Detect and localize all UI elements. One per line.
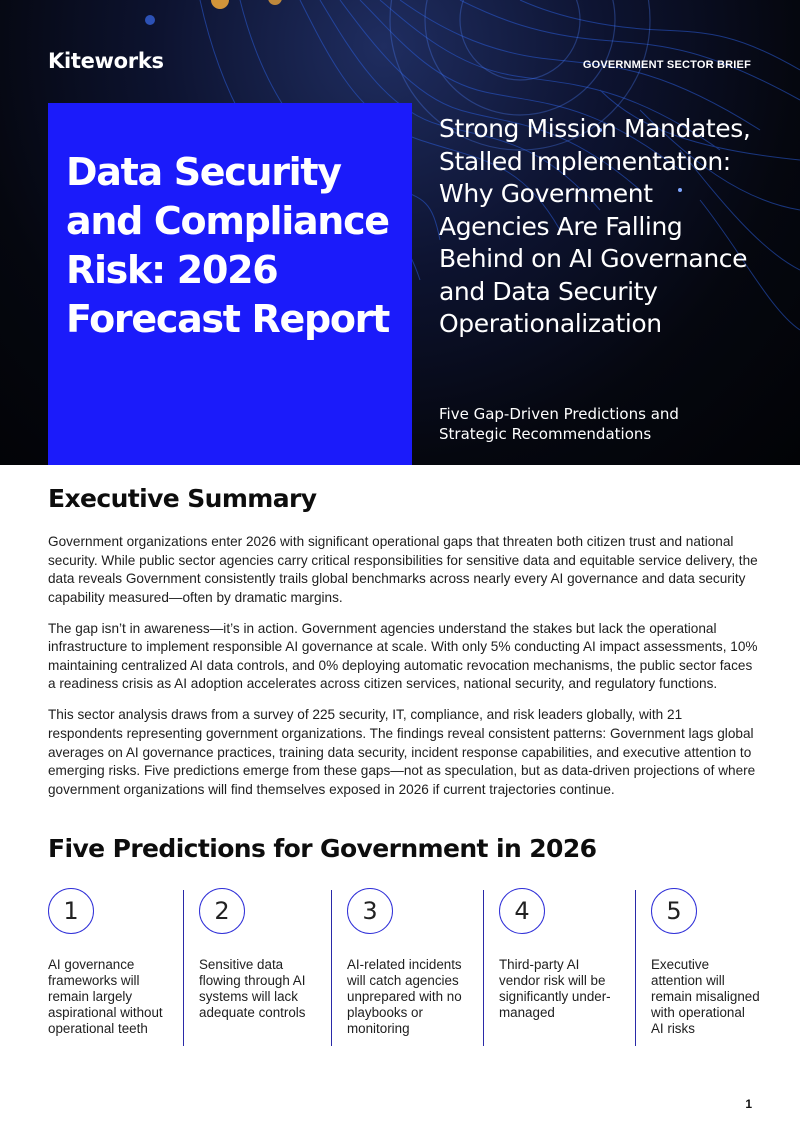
prediction-text: Sensitive data flowing through AI systems will lack adequate controls	[199, 957, 306, 1020]
prediction-item	[199, 888, 321, 1048]
report-tagline: Five Gap-Driven Predictions and Strategic Recommendations	[439, 405, 679, 443]
summary-paragraph: The gap isn’t in awareness—it’s in action. Government agencies understand the stakes but lack the operational infrastructure to implement responsible AI governance at scale. With only 5% conducting AI impact assessments, 10% maintaining centralized AI data controls, and 0% deploying automatic revocation mechanisms, the public sector faces a readiness crisis as AI adoption accelerates across citizen services, national security, and regulatory functions.	[48, 620, 758, 692]
report-subtitle: Strong Mission Mandates, Stalled Implementation: Why Government Agencies Are Falling Behind on AI Governance and Data Security Operationalization	[439, 114, 751, 338]
report-title: Data Security and Compliance Risk: 2026 Forecast Report	[66, 150, 389, 341]
executive-summary-body	[48, 533, 760, 812]
page-number: 1	[745, 1097, 752, 1111]
prediction-item	[499, 888, 611, 1048]
summary-paragraph: This sector analysis draws from a survey of 225 security, IT, compliance, and risk leaders globally, with 21 respondents representing government organizations. The findings reveal consistent patterns: Government lags global averages on AI governance practices, training data security, incident response capabilities, and executive attention to emerging risks. Five predictions emerge from these gaps—not as speculation, but as data-driven projections of where government organizations will find themselves exposed in 2026 if current trajectories continue.	[48, 707, 756, 797]
hero-banner	[0, 0, 800, 465]
prediction-text: AI governance frameworks will remain largely aspirational without operational teeth	[48, 957, 163, 1036]
column-divider	[635, 890, 636, 1046]
prediction-number-circle: 3	[347, 888, 393, 934]
title-box	[48, 103, 412, 465]
executive-summary-heading: Executive Summary	[48, 484, 317, 513]
summary-paragraph: Government organizations enter 2026 with significant operational gaps that threaten both citizen trust and national security. While public sector agencies carry critical responsibilities for sensitive data and equitable service delivery, the data reveals Government consistently trails global benchmarks across nearly every AI governance and data security capability measured—often by dramatic margins.	[48, 534, 758, 605]
column-divider	[331, 890, 332, 1046]
column-divider	[483, 890, 484, 1046]
column-divider	[183, 890, 184, 1046]
kiteworks-logo: Kiteworks	[48, 49, 164, 73]
prediction-number-circle: 1	[48, 888, 94, 934]
prediction-item	[347, 888, 471, 1048]
prediction-number-circle: 4	[499, 888, 545, 934]
predictions-heading: Five Predictions for Government in 2026	[48, 834, 597, 863]
prediction-number-circle: 5	[651, 888, 697, 934]
sector-brief-label: GOVERNMENT SECTOR BRIEF	[582, 59, 751, 71]
prediction-text: AI-related incidents will catch agencies unprepared with no playbooks or monitoring	[347, 957, 462, 1036]
prediction-item	[651, 888, 760, 1048]
prediction-item	[48, 888, 172, 1048]
predictions-row	[48, 888, 760, 1048]
prediction-text: Executive attention will remain misaligned with operational AI risks	[651, 957, 760, 1036]
prediction-text: Third-party AI vendor risk will be significantly under-managed	[499, 957, 611, 1020]
prediction-number-circle: 2	[199, 888, 245, 934]
